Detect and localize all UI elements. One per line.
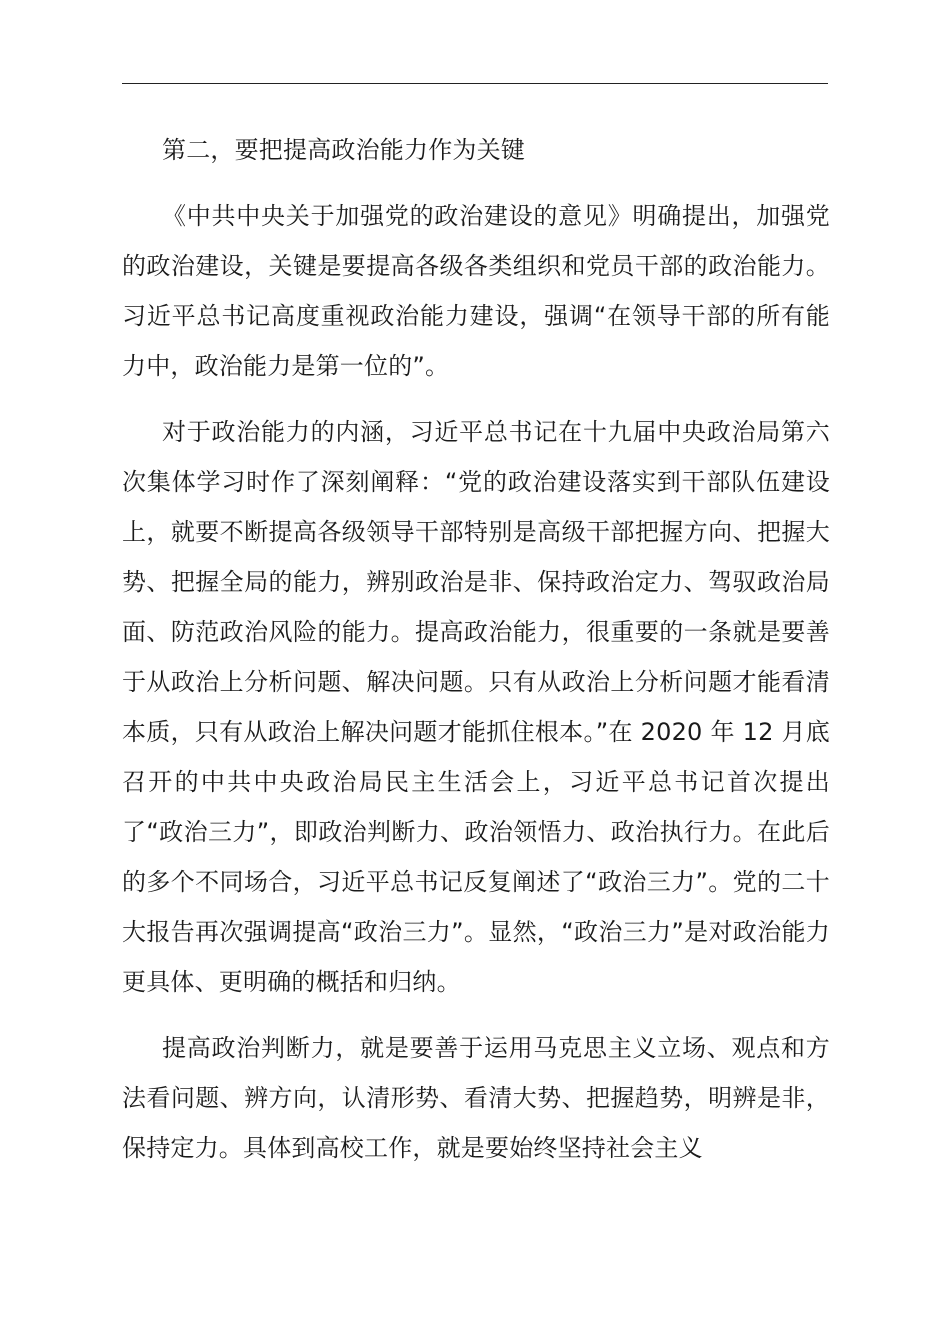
paragraph-2: 对于政治能力的内涵，习近平总书记在十九届中央政治局第六次集体学习时作了深刻阐释：“党的政治建设落实到干部队伍建设上，就要不断提高各级领导干部特别是高级干部把握方向、把握大势、把握全局的能力，辨别政治是非、保持政治定力、驾驭政治局面、防范政治风险的能力。提高政治能力，很重要的一条就是要善于从政治上分析问题、解决问题。只有从政治上分析问题才能看清本质，只有从政治上解决问题才能抓住根本。”在 2020 年 12 月底召开的中共中央政治局民主生活会上，习近平总书记首次提出了“政治三力”，即政治判断力、政治领悟力、政治执行力。在此后的多个不同场合，习近平总书记反复阐述了“政治三力”。党的二十大报告再次强调提高“政治三力”。显然，“政治三力”是对政治能力更具体、更明确的概括和归纳。 [122, 418, 830, 996]
paragraph-3: 提高政治判断力，就是要善于运用马克思主义立场、观点和方法看问题、辨方向，认清形势、看清大势、把握趋势，明辨是非，保持定力。具体到高校工作，就是要始终坚持社会主义 [122, 1034, 830, 1162]
header-rule [122, 83, 828, 84]
section-heading: 第二，要把提高政治能力作为关键 [162, 136, 525, 164]
document-body [122, 125, 830, 1189]
paragraph-1: 《中共中央关于加强党的政治建设的意见》明确提出，加强党的政治建设，关键是要提高各级各类组织和党员干部的政治能力。习近平总书记高度重视政治能力建设，强调“在领导干部的所有能力中，政治能力是第一位的”。 [122, 202, 830, 380]
